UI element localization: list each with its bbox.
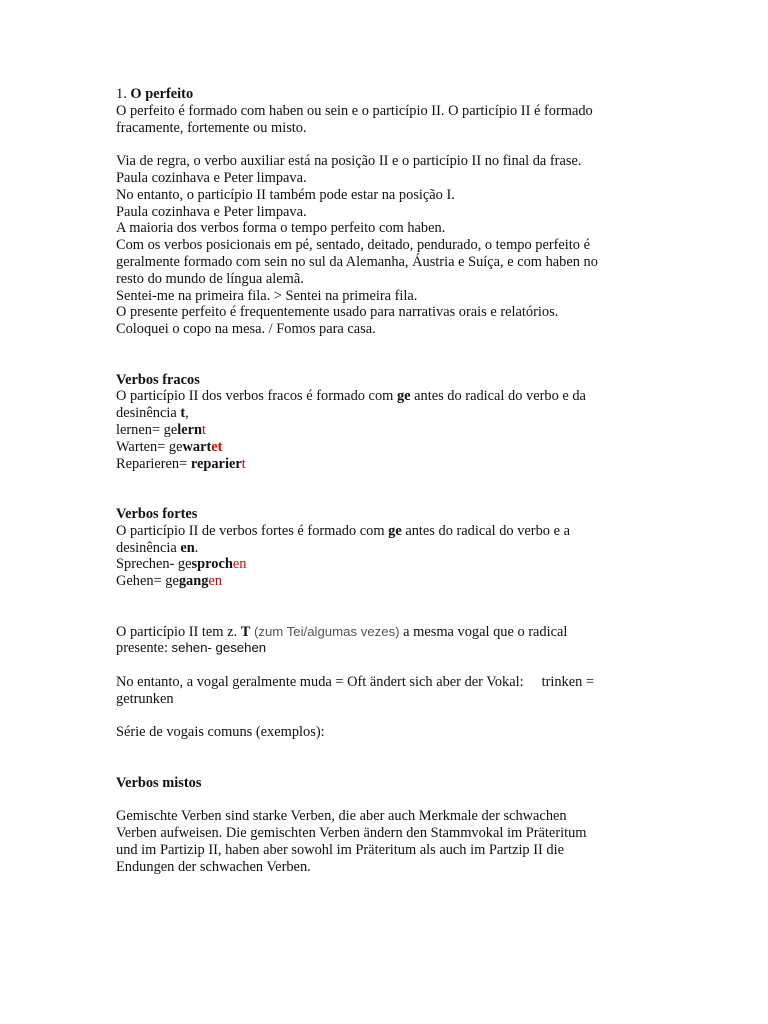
section-number: 1. (116, 86, 127, 102)
paragraph-line: A maioria dos verbos forma o tempo perfeito com haben. (116, 220, 446, 237)
strong-desc-line1: O particípio II de verbos fortes é formado com ge antes do radical do verbo e a (116, 522, 570, 539)
paragraph-line: Via de regra, o verbo auxiliar está na posição II e o particípio II no final da frase. (116, 153, 582, 170)
strong-example-gehen: Gehen= gegangen (116, 573, 223, 590)
paragraph-line: geralmente formado com sein no sul da Alemanha, Áustria e Suíça, e com haben no (116, 253, 598, 270)
mixed-paragraph-line: Gemischte Verben sind starke Verben, die aber auch Merkmale der schwachen (116, 808, 567, 825)
mixed-paragraph-line: und im Partizip II, haben aber sowohl im Präteritum als auch im Partzip II die (116, 841, 564, 858)
weak-example-reparieren: Reparieren= repariert (116, 455, 246, 472)
paragraph-line: No entanto, o particípio II também pode estar na posição I. (116, 186, 455, 203)
paragraph-line: Com os verbos posicionais em pé, sentado, deitado, pendurado, o tempo perfeito é (116, 237, 590, 254)
example-line: Sentei-me na primeira fila. > Sentei na primeira fila. (116, 287, 418, 304)
vowel-series-label: Série de vogais comuns (exemplos): (116, 724, 325, 741)
strong-desc-line2: desinência en. (116, 539, 199, 556)
mixed-paragraph-line: Endungen der schwachen Verben. (116, 858, 311, 875)
example-line: Coloquei o copo na mesa. / Fomos para casa. (116, 321, 376, 338)
weak-desc-line1: O particípio II dos verbos fracos é formado com ge antes do radical do verbo e da (116, 388, 586, 405)
section-title: O perfeito (130, 86, 194, 102)
vowel-note-line2: presente: sehen- gesehen (116, 640, 267, 657)
mixed-verbs-heading: Verbos mistos (116, 774, 202, 791)
section-heading (116, 86, 656, 103)
paragraph-line: fracamente, fortemente ou misto. (116, 119, 307, 136)
example-line: Paula cozinhava e Peter limpava. (116, 169, 307, 186)
mixed-paragraph-line: Verben aufweisen. Die gemischten Verben ändern den Stammvokal im Präteritum (116, 825, 587, 842)
vowel-change-line1: No entanto, a vogal geralmente muda = Oft ändert sich aber der Vokal: trinken = (116, 673, 595, 690)
example-line: Paula cozinhava e Peter limpava. (116, 203, 307, 220)
weak-desc-line2: desinência t, (116, 405, 189, 422)
paragraph-line: O presente perfeito é frequentemente usado para narrativas orais e relatórios. (116, 304, 559, 321)
weak-example-warten: Warten= gewartet (116, 438, 223, 455)
weak-verbs-heading: Verbos fracos (116, 371, 200, 388)
vowel-note-line1: O particípio II tem z. T (zum Tei/algumas vezes) a mesma vogal que o radical (116, 623, 568, 640)
strong-example-sprechen: Sprechen- gesprochen (116, 556, 247, 573)
weak-example-lernen: lernen= gelernt (116, 421, 207, 438)
paragraph-line: resto do mundo de língua alemã. (116, 270, 304, 287)
paragraph-line: O perfeito é formado com haben ou sein e o particípio II. O particípio II é formado (116, 102, 593, 119)
vowel-change-line2: getrunken (116, 690, 174, 707)
strong-verbs-heading: Verbos fortes (116, 505, 198, 522)
document-page (116, 86, 656, 875)
